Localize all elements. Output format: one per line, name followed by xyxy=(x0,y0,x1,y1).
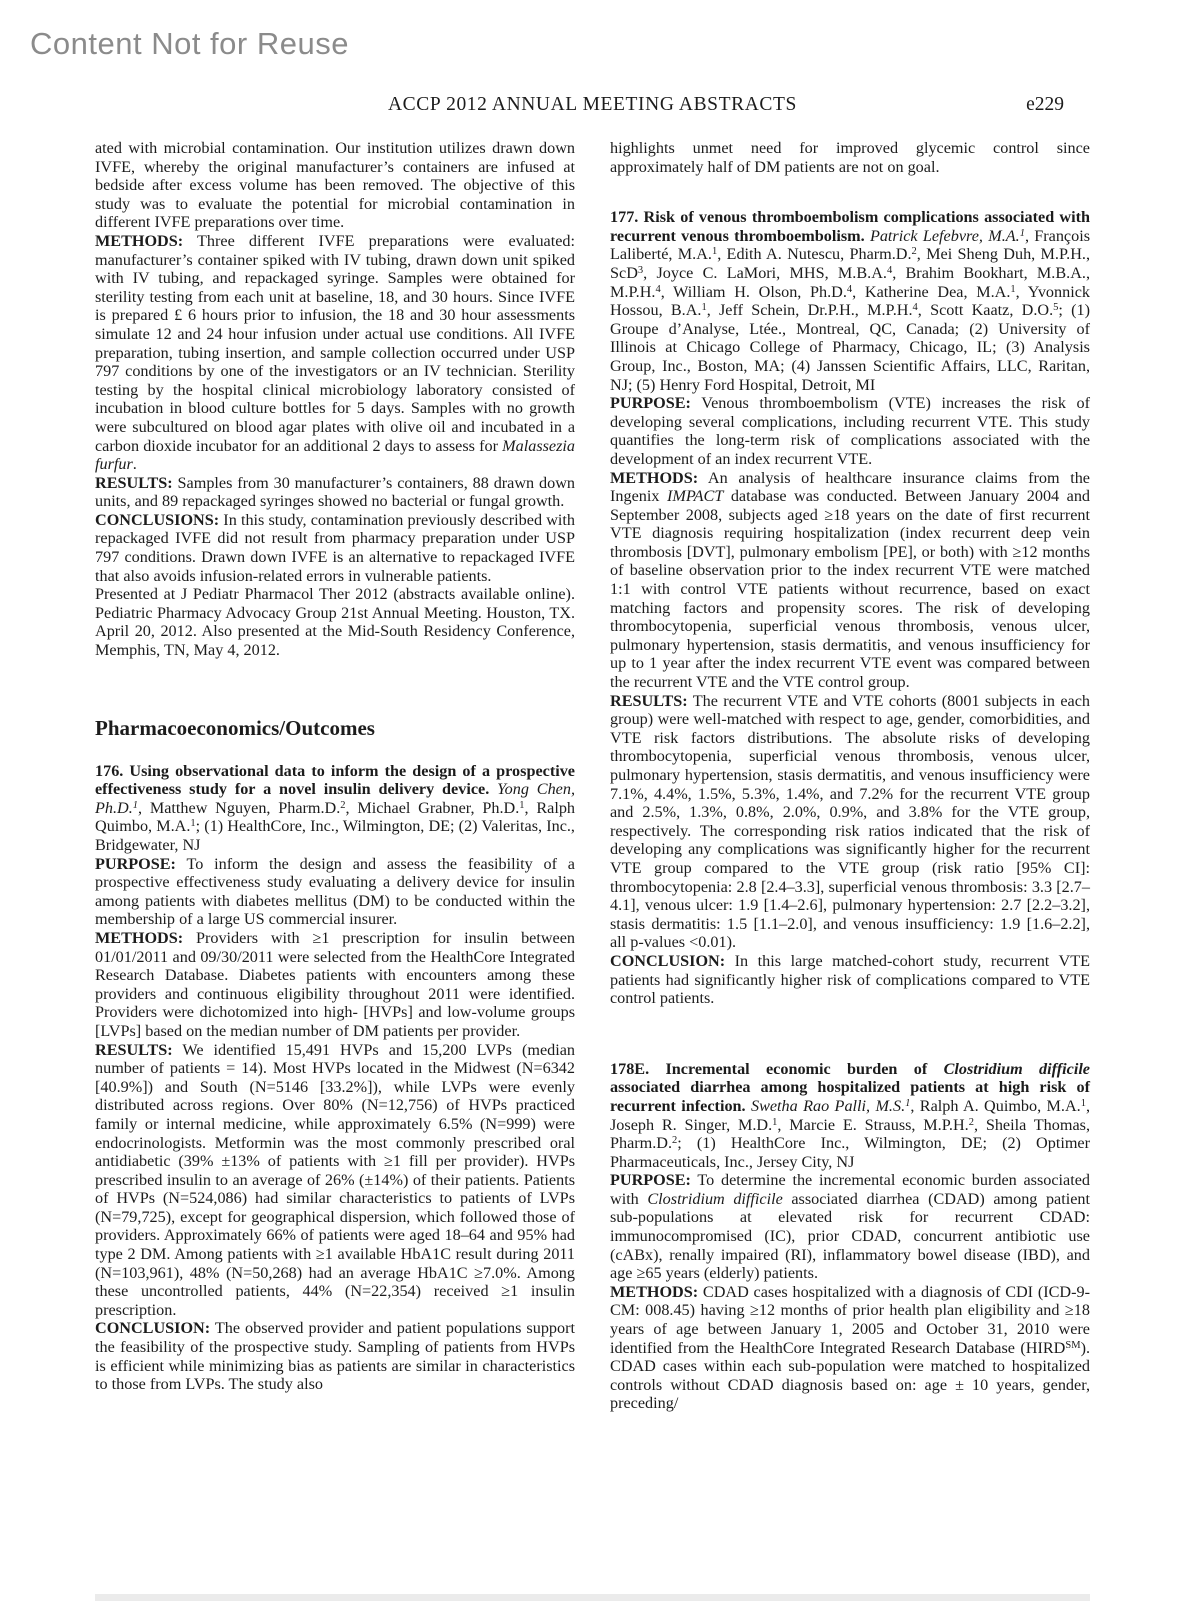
two-column-layout xyxy=(95,139,1090,1413)
paragraph: ated with microbial contamination. Our institution utilizes drawn down IVFE, whereby the original manufacturer’s containers are infused at bedside after excess volume has been removed. The objective of this study was to evaluate the potential for microbial contamination in different IVFE preparations over time. xyxy=(95,139,575,232)
paragraph: PURPOSE: To inform the design and assess the feasibility of a prospective effectiveness study evaluating a delivery device for insulin among patients with diabetes mellitus (DM) to be conducted within the membership of a large US commercial insurer. xyxy=(95,854,575,929)
paragraph: PURPOSE: Venous thromboembolism (VTE) increases the risk of developing several complications, including recurrent VTE. This study quantifies the long-term risk of complications associated with the development of an index recurrent VTE. xyxy=(610,394,1090,468)
left-column xyxy=(95,139,575,1413)
paragraph: RESULTS: The recurrent VTE and VTE cohorts (8001 subjects in each group) were well-matched with respect to age, gender, comorbidities, and VTE risk factors distributions. The absolute risks of developing thrombocytopenia, superficial venous thrombosis, venous ulcer, pulmonary hypertension, stasis dermatitis, and venous insufficiency were 7.1%, 4.4%, 1.5%, 5.3%, 1.4%, and 7.2% for the recurrent VTE group and 2.5%, 1.3%, 0.8%, 2.0%, 0.9%, and 3.8% for the VTE group, respectively. The corresponding risk ratios indicated that the risk of developing any complications was significantly higher for the recurrent VTE group compared to the VTE group (risk ratio [95% CI]: thrombocytopenia: 2.8 [2.4–3.3], superficial venous thrombosis: 3.3 [2.7–4.1], venous ulcer: 1.9 [1.4–2.6], pulmonary hypertension: 2.7 [2.2–3.2], stasis dermatitis: 1.5 [1.1–2.0], and venous insufficiency: 1.9 [1.6–2.2], all p-values <0.01). xyxy=(610,691,1090,952)
abstract-title: 177. Risk of venous thromboembolism complications associated with recurrent venous thromboembolism. Patrick Lefebvre, M.A.$^1$, François Laliberté, M.A.$^1$, Edith A. Nutescu, Pharm.D.$^2$, Mei Sheng Duh, M.P.H., ScD$^3$, Joyce C. LaMori, MHS, M.B.A.$^4$, Brahim Bookhart, M.B.A., M.P.H.$^4$, William H. Olson, Ph.D.$^4$, Katherine Dea, M.A.$^1$, Yvonnick Hossou, B.A.$^1$, Jeff Schein, Dr.P.H., M.P.H.$^4$, Scott Kaatz, D.O.$^5$; (1) Groupe d’Analyse, Ltée., Montreal, QC, Canada; (2) University of Illinois at Chicago College of Pharmacy, Chicago, IL; (3) Analysis Group, Inc., Boston, MA; (4) Janssen Scientific Affairs, LLC, Raritan, NJ; (5) Henry Ford Hospital, Detroit, MI xyxy=(610,208,1090,394)
page-header xyxy=(95,94,1090,120)
paragraph: METHODS: Providers with ≥1 prescription for insulin between 01/01/2011 and 09/30/2011 were selected from the HealthCore Integrated Research Database. Diabetes patients with encounters among these providers and continuous eligibility throughout 2011 were identified. Providers were dichotomized into high- [HVPs] and low-volume groups [LVPs] based on the median number of DM patients per provider. xyxy=(95,928,575,1040)
paragraph: METHODS: CDAD cases hospitalized with a diagnosis of CDI (ICD-9-CM: 008.45) having ≥12 months of prior health plan eligibility and ≥18 years of age between January 1, 2005 and October 31, 2010 were identified from the HealthCore Integrated Research Database (HIRD℠). CDAD cases within each sub-population were matched to hospitalized controls without CDAD diagnosis based on: age ± 10 years, gender, preceding/ xyxy=(610,1282,1090,1413)
paragraph: METHODS: Three different IVFE preparations were evaluated: manufacturer’s container spiked with IV tubing, drawn down unit spiked with IV tubing, and repackaged syringe. Samples were obtained for sterility testing from each unit at baseline, 18, and 30 hours. Since IVFE is prepared £ 6 hours prior to infusion, the 18 and 30 hour assessments simulate 12 and 24 hour infusion under actual use conditions. All IVFE preparation, tubing insertion, and sample collection occurred under USP 797 conditions by one of the investigators or an IV technician. Sterility testing by the hospital clinical microbiology laboratory consisted of incubation in blood culture bottles for 5 days. Samples with no growth were subcultured on blood agar plates with olive oil and incubated in a carbon dioxide incubator for an additional 2 days to assess for Malassezia furfur. xyxy=(95,231,575,474)
paragraph: highlights unmet need for improved glycemic control since approximately half of DM patients are not on goal. xyxy=(610,139,1090,176)
abstract-title: 178E. Incremental economic burden of Clostridium difficile associated diarrhea among hospitalized patients at high risk of recurrent infection. Swetha Rao Palli, M.S.$^1$, Ralph A. Quimbo, M.A.$^1$, Joseph R. Singer, M.D.$^1$, Marcie E. Strauss, M.P.H.$^2$, Sheila Thomas, Pharm.D.$^2$; (1) HealthCore Inc., Wilmington, DE; (2) Optimer Pharmaceuticals, Inc., Jersey City, NJ xyxy=(610,1059,1091,1171)
abstract-title: 176. Using observational data to inform the design of a prospective effectiveness study for a novel insulin delivery device. Yong Chen, Ph.D.$^1$, Matthew Nguyen, Pharm.D.$^2$, Michael Grabner, Ph.D.$^1$, Ralph Quimbo, M.A.$^1$; (1) HealthCore, Inc., Wilmington, DE; (2) Valeritas, Inc., Bridgewater, NJ xyxy=(95,761,576,854)
paragraph: RESULTS: Samples from 30 manufacturer’s containers, 88 drawn down units, and 89 repackaged syringes showed no bacterial or fungal growth. xyxy=(95,473,575,511)
page-number: e229 xyxy=(1026,94,1064,115)
watermark-text: Content Not for Reuse xyxy=(30,26,349,61)
journal-header-title: ACCP 2012 ANNUAL MEETING ABSTRACTS xyxy=(388,94,797,115)
page-bottom-artifact xyxy=(95,1594,1090,1601)
paragraph: CONCLUSION: In this large matched-cohort study, recurrent VTE patients had significantly higher risk of complications compared to VTE control patients. xyxy=(610,951,1090,1008)
paragraph: CONCLUSIONS: In this study, contamination previously described with repackaged IVFE did not result from pharmacy preparation under USP 797 conditions. Drawn down IVFE is an alternative to repackaged IVFE that also avoids infusion-related errors in vulnerable patients. xyxy=(95,510,575,585)
paragraph: PURPOSE: To determine the incremental economic burden associated with Clostridium difficile associated diarrhea (CDAD) among patient sub-populations at elevated risk for recurrent CDAD: immunocompromised (IC), prior CDAD, concurrent antibiotic use (cABx), renally impaired (RI), inflammatory bowel disease (IBD), and age ≥65 years (elderly) patients. xyxy=(610,1171,1091,1283)
right-column xyxy=(610,139,1090,1413)
paragraph: RESULTS: We identified 15,491 HVPs and 15,200 LVPs (median number of patients = 14). Most HVPs located in the Midwest (N=6342 [40.9%]) and South (N=5146 [33.2%]), while LVPs were evenly distributed across regions. Over 80% (N=12,756) of HVPs practiced family or internal medicine, while approximately 6.5% (N=999) were endocrinologists. Metformin was the most commonly prescribed oral antidiabetic (39% ±13% of patients with ≥1 fill per provider). HVPs prescribed insulin to an average of 26% (±14%) of their patients. Patients of HVPs (N=524,086) had similar characteristics to patients of LVPs (N=79,725), except for geographical dispersion, which followed those of providers. Approximately 66% of patients were aged 18–64 and 95% had type 2 DM. Among patients with ≥1 available HbA1C result during 2011 (N=103,961), 48% (N=50,268) had an average HbA1C ≥7.0%. Among these uncontrolled patients, 44% (N=22,354) received ≥1 insulin prescription. xyxy=(95,1040,575,1319)
section-heading: Pharmacoeconomics/Outcomes xyxy=(95,715,375,740)
paragraph: Presented at J Pediatr Pharmacol Ther 2012 (abstracts available online). Pediatric Pharmacy Advocacy Group 21st Annual Meeting. Houston, TX. April 20, 2012. Also presented at the Mid-South Residency Conference, Memphis, TN, May 4, 2012. xyxy=(95,585,575,660)
paragraph: METHODS: An analysis of healthcare insurance claims from the Ingenix IMPACT database was conducted. Between January 2004 and September 2008, subjects aged ≥18 years on the date of first recurrent VTE diagnosis requiring hospitalization (index recurrent deep vein thrombosis [DVT], pulmonary embolism [PE], or both) with ≥12 months of baseline observation prior to the index recurrent VTE were matched 1:1 with control VTE patients without recurrence, based on exact matching factors and propensity scores. The risk of developing thrombocytopenia, superficial venous thrombosis, venous ulcer, pulmonary hypertension, stasis dermatitis, and venous insufficiency for up to 1 year after the index recurrent VTE event was compared between the recurrent VTE and the VTE control group. xyxy=(610,468,1091,692)
paragraph: CONCLUSION: The observed provider and patient populations support the feasibility of the prospective study. Sampling of patients from HVPs is efficient while minimizing bias as patients are similar in characteristics to those from LVPs. The study also xyxy=(95,1319,575,1394)
